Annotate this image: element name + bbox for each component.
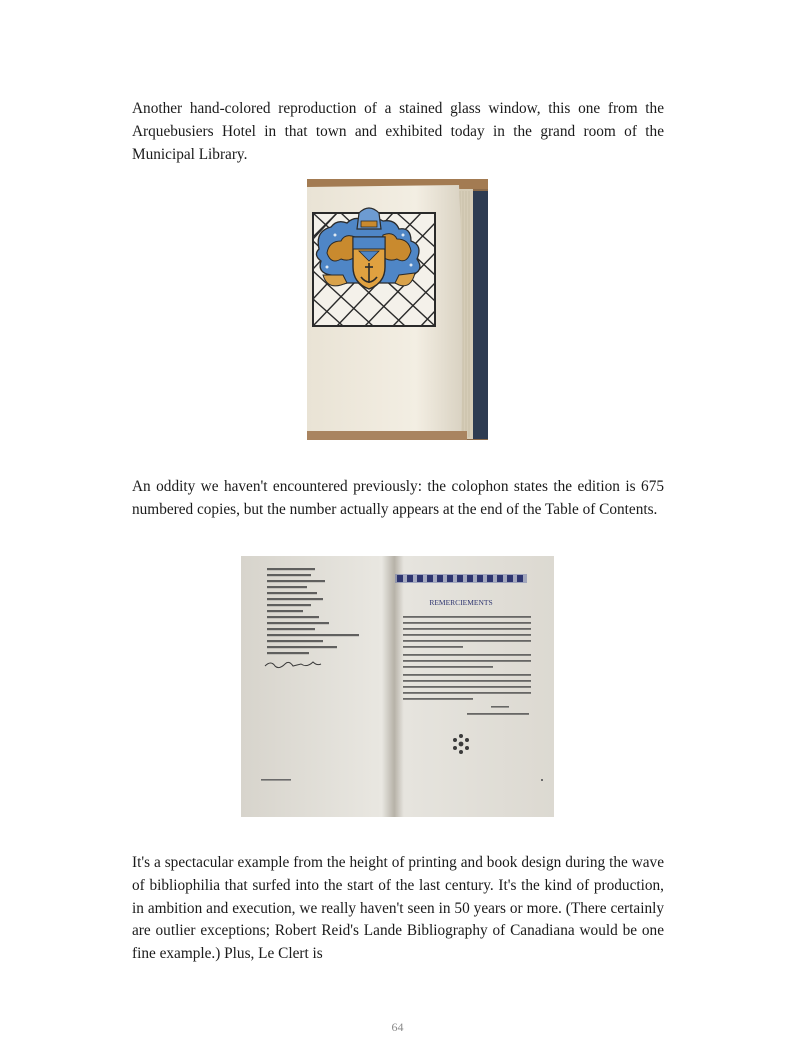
stained-glass-book-photo <box>307 179 488 440</box>
paragraph-colophon-oddity: An oddity we haven't encountered previously: the colophon states the edition is 675 numbered copies, but the number actually appears at the end of the Table of Contents. <box>132 478 664 518</box>
table-of-contents-spread-photo <box>241 556 554 817</box>
paragraph-bibliophilia: It's a spectacular example from the height of printing and book design during the wave of bibliophilia that surfed into the start of the last century. It's the kind of production, in ambition and execution, we really haven't seen in 50 years or more. (There certainly are outlier exceptions; Robert Reid's Lande Bibliography of Canadiana would be one fine example.) Plus, Le Clert is <box>132 854 664 963</box>
page-number: 64 <box>391 1020 404 1034</box>
spread-heading: REMERCIEMENTS <box>429 598 493 607</box>
stained-glass-panel <box>313 208 435 326</box>
paragraph-stained-glass: Another hand-colored reproduction of a stained glass window, this one from the Arquebusiers Hotel in that town and exhibited today in the grand room of the Municipal Library. <box>132 100 664 163</box>
